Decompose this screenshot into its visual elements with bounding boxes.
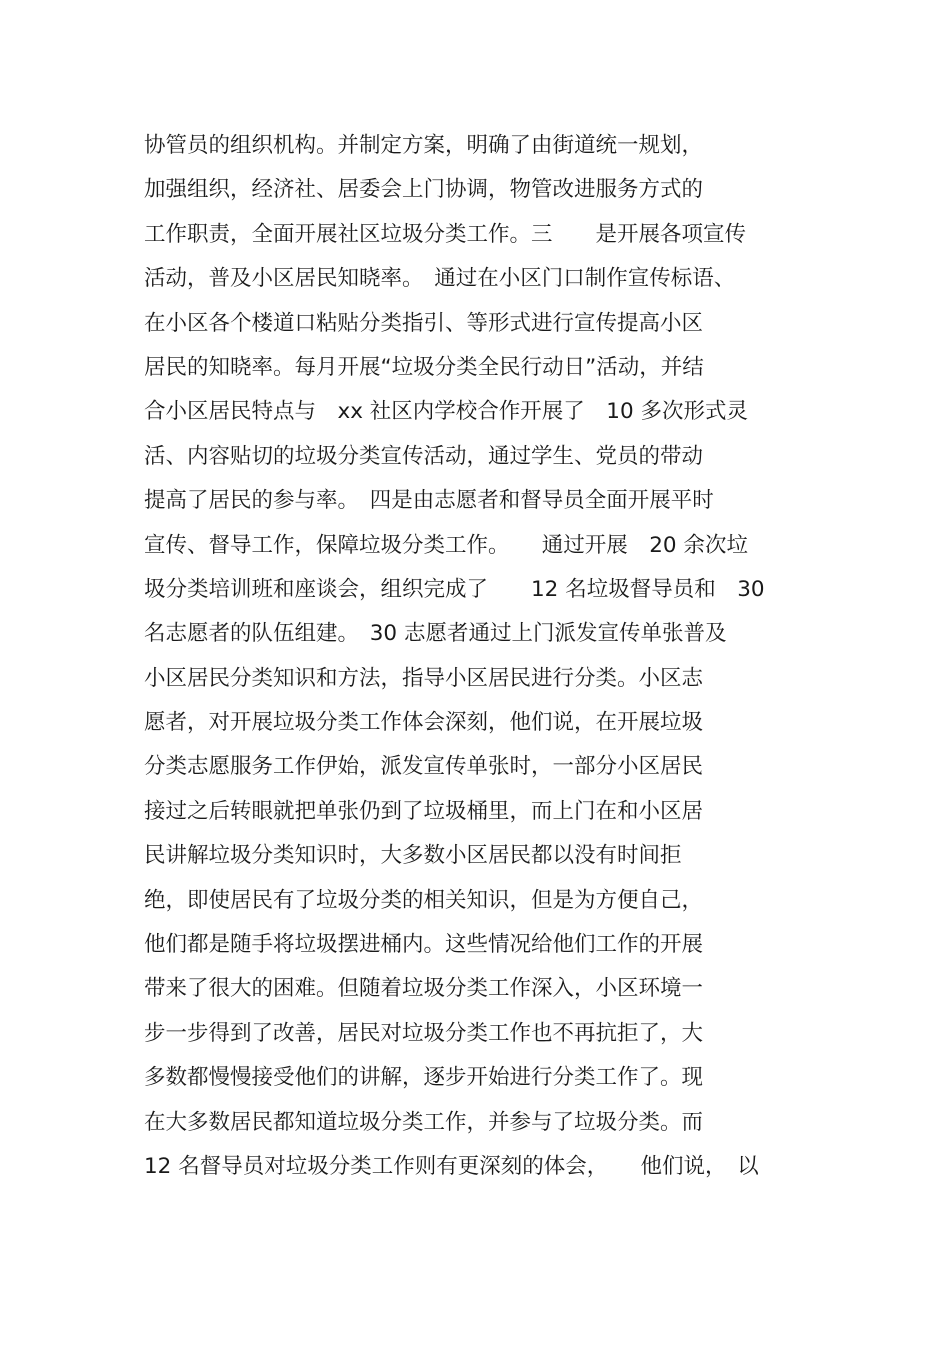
text-line: 在大多数居民都知道垃圾分类工作，并参与了垃圾分类。而 bbox=[144, 1109, 704, 1135]
text-line: 步一步得到了改善，居民对垃圾分类工作也不再抗拒了，大 bbox=[144, 1020, 704, 1046]
text-line: 绝，即使居民有了垃圾分类的相关知识，但是为方便自己， bbox=[144, 887, 704, 913]
text-line: 接过之后转眼就把单张仍到了垃圾桶里，而上门在和小区居 bbox=[144, 798, 704, 824]
text-line: 小区居民分类知识和方法，指导小区居民进行分类。小区志 bbox=[144, 665, 704, 691]
text-line: 活、内容贴切的垃圾分类宣传活动，通过学生、党员的带动 bbox=[144, 443, 704, 469]
text-line: 在小区各个楼道口粘贴分类指引、等形式进行宣传提高小区 bbox=[144, 310, 704, 336]
text-line: 名志愿者的队伍组建。 30 志愿者通过上门派发宣传单张普及 bbox=[144, 621, 727, 647]
text-line: 合小区居民特点与 xx 社区内学校合作开展了 10 多次形式灵 bbox=[144, 399, 748, 425]
body-text bbox=[144, 124, 844, 1189]
text-line: 活动，普及小区居民知晓率。 通过在小区门口制作宣传标语、 bbox=[144, 266, 736, 292]
text-line: 加强组织，经济社、居委会上门协调，物管改进服务方式的 bbox=[144, 177, 704, 203]
text-line: 宣传、督导工作，保障垃圾分类工作。 通过开展 20 余次垃 bbox=[144, 532, 748, 558]
text-line: 分类志愿服务工作伊始，派发宣传单张时，一部分小区居民 bbox=[144, 754, 704, 780]
text-line: 工作职责，全面开展社区垃圾分类工作。三 是开展各项宣传 bbox=[144, 221, 747, 247]
text-line: 居民的知晓率。每月开展“垃圾分类全民行动日”活动，并结 bbox=[144, 354, 704, 380]
text-line: 提高了居民的参与率。 四是由志愿者和督导员全面开展平时 bbox=[144, 488, 714, 514]
text-line: 12 名督导员对垃圾分类工作则有更深刻的体会， 他们说， 以 bbox=[144, 1153, 759, 1179]
text-line: 圾分类培训班和座谈会，组织完成了 12 名垃圾督导员和 30 bbox=[144, 576, 765, 602]
text-line: 民讲解垃圾分类知识时，大多数小区居民都以没有时间拒 bbox=[144, 843, 682, 869]
text-line: 他们都是随手将垃圾摆进桶内。这些情况给他们工作的开展 bbox=[144, 932, 704, 958]
text-line: 协管员的组织机构。并制定方案，明确了由街道统一规划， bbox=[144, 133, 704, 158]
text-line: 多数都慢慢接受他们的讲解，逐步开始进行分类工作了。现 bbox=[144, 1065, 704, 1091]
text-line: 愿者，对开展垃圾分类工作体会深刻，他们说，在开展垃圾 bbox=[144, 710, 704, 736]
text-line: 带来了很大的困难。但随着垃圾分类工作深入，小区环境一 bbox=[144, 976, 704, 1002]
